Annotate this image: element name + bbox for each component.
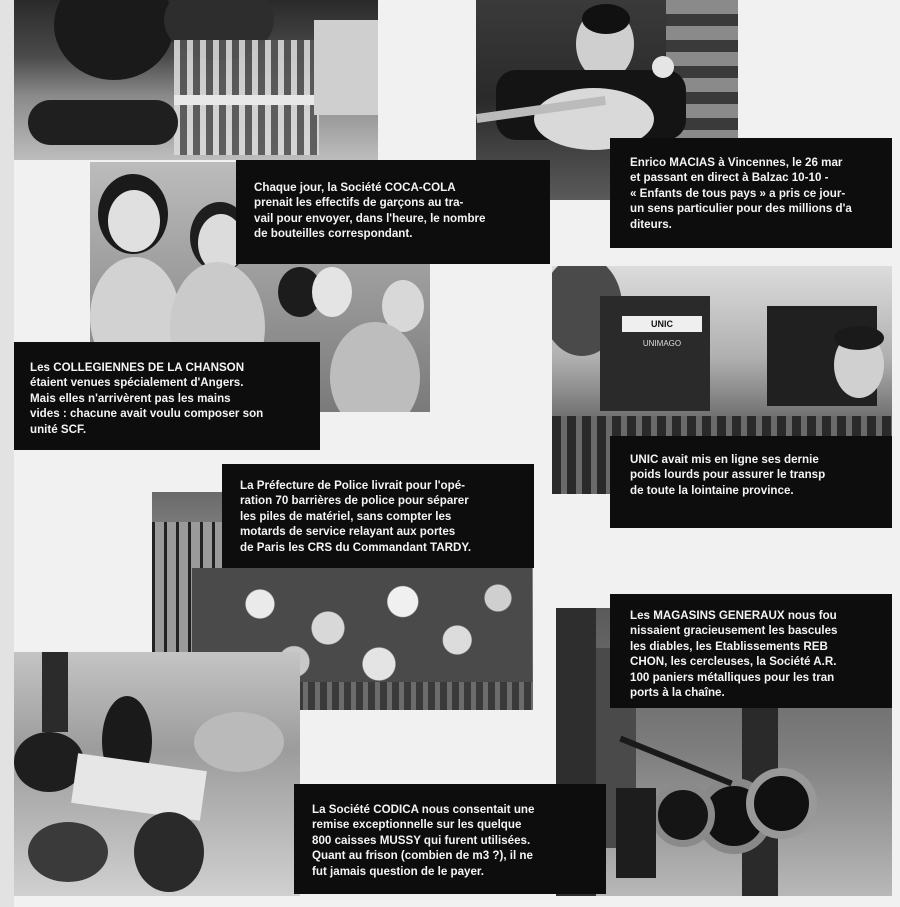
caption-prefecture-de-police: La Préfecture de Police livrait pour l'opé- ration 70 barrières de police pour séparer les piles de matériel, sans compter les motards de service relayant aux portes de Paris les CRS du Commandant TARDY. <box>222 464 534 568</box>
photo-coca-cola-crates <box>14 0 378 160</box>
caption-magasins-generaux: Les MAGASINS GENERAUX nous fou nissaient gracieusement les bascules les diables, les Etablissements REB CHON, les cercleuses, la Société A.R. 100 paniers métalliques pour les tran ports à la chaîne. <box>610 594 892 708</box>
caption-coca-cola: Chaque jour, la Société COCA-COLA prenait les effectifs de garçons au tra- vail pour envoyer, dans l'heure, le nombre de bouteilles correspondant. <box>236 160 550 264</box>
caption-enrico-macias: Enrico MACIAS à Vincennes, le 26 mar et passant en direct à Balzac 10-10 - « Enfants de tous pays » a pris ce jour- un sens particulier pour des millions d'a diteurs. <box>610 138 892 248</box>
truck-sign: UNIC <box>622 316 702 332</box>
caption-codica: La Société CODICA nous consentait une remise exceptionnelle sur les quelque 800 caisses MUSSY qui furent utilisées. Quant au frison (combien de m3 ?), il ne fut jamais question de le payer. <box>294 784 606 894</box>
page-margin <box>0 0 14 907</box>
caption-unic: UNIC avait mis en ligne ses dernie poids lourds pour assurer le transp de toute la lointaine province. <box>610 436 892 528</box>
truck-door-text: UNIMAGO <box>642 339 682 348</box>
photo-workers-packing <box>14 652 300 896</box>
caption-collegiennes: Les COLLEGIENNES DE LA CHANSON étaient venues spécialement d'Angers. Mais elles n'arrivèrent pas les mains vides : chacune avait voulu composer son unité SCF. <box>14 342 320 450</box>
